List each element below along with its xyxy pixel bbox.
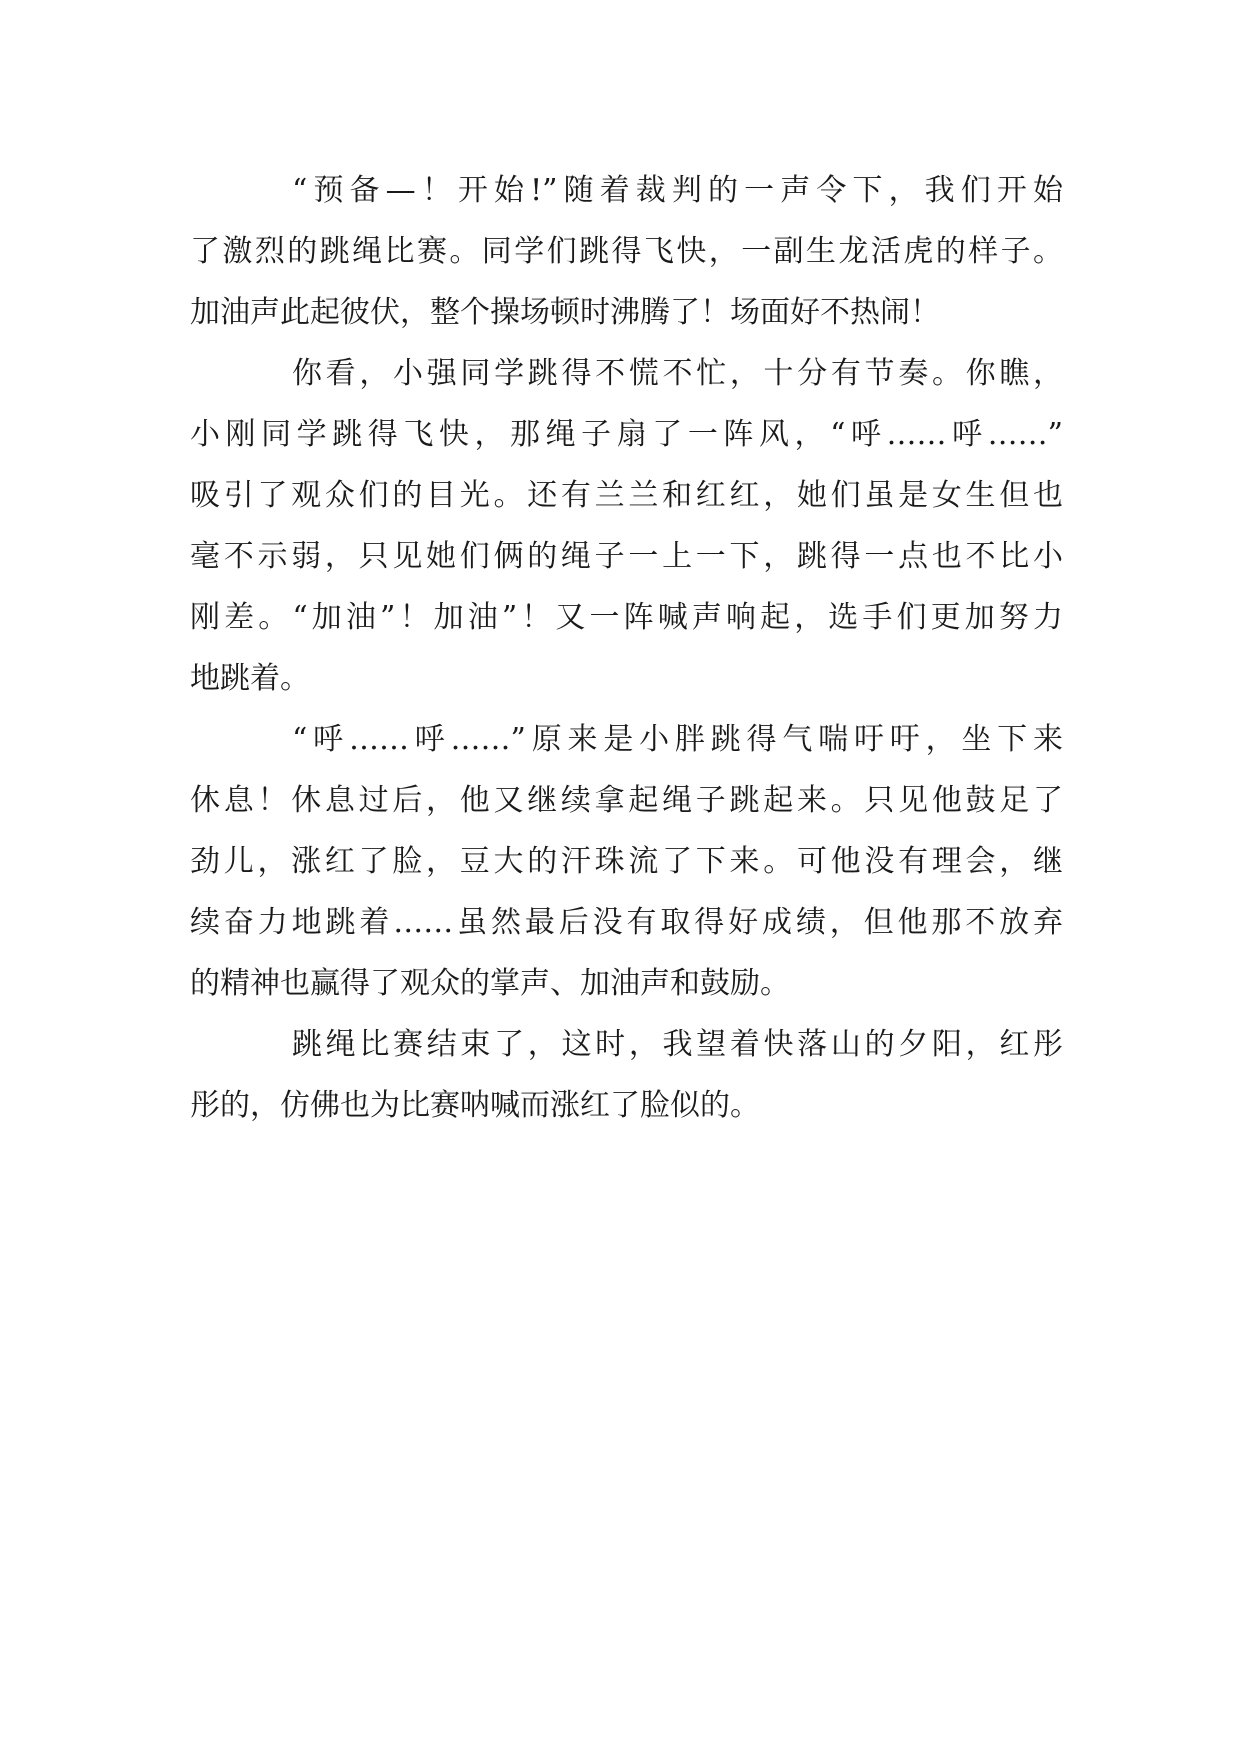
text-line: 加油声此起彼伏，整个操场顿时沸腾了！场面好不热闹！	[190, 295, 940, 330]
text-line: 吸引了观众们的目光。还有兰兰和红红，她们虽是女生但也	[190, 478, 1063, 513]
paragraph-4	[190, 1014, 1063, 1136]
text-line: 彤的，仿佛也为比赛呐喊而涨红了脸似的。	[190, 1088, 760, 1123]
text-line: 跳绳比赛结束了，这时，我望着快落山的夕阳，红彤	[292, 1027, 1063, 1062]
text-line: 的精神也赢得了观众的掌声、加油声和鼓励。	[190, 966, 790, 1001]
text-line: 地跳着。	[190, 661, 310, 696]
text-line: 劲儿，涨红了脸，豆大的汗珠流了下来。可他没有理会，继	[190, 844, 1063, 879]
text-line: 续奋力地跳着……虽然最后没有取得好成绩，但他那不放弃	[190, 905, 1063, 940]
text-line: 刚差。“加油”！加油”！又一阵喊声响起，选手们更加努力	[190, 600, 1063, 635]
text-line: 你看，小强同学跳得不慌不忙，十分有节奏。你瞧，	[292, 356, 1063, 391]
text-line: 小刚同学跳得飞快，那绳子扇了一阵风，“呼……呼……”	[190, 417, 1063, 452]
text-line: “预备—！开始!”随着裁判的一声令下，我们开始	[292, 173, 1063, 208]
text-line: 毫不示弱，只见她们俩的绳子一上一下，跳得一点也不比小	[190, 539, 1063, 574]
paragraph-1	[190, 160, 1063, 343]
text-line: “呼……呼……”原来是小胖跳得气喘吁吁，坐下来	[292, 722, 1063, 757]
text-line: 休息！休息过后，他又继续拿起绳子跳起来。只见他鼓足了	[190, 783, 1063, 818]
essay-body	[190, 160, 1063, 1136]
text-line: 了激烈的跳绳比赛。同学们跳得飞快，一副生龙活虎的样子。	[190, 234, 1063, 269]
paragraph-2	[190, 343, 1063, 709]
paragraph-3	[190, 709, 1063, 1014]
